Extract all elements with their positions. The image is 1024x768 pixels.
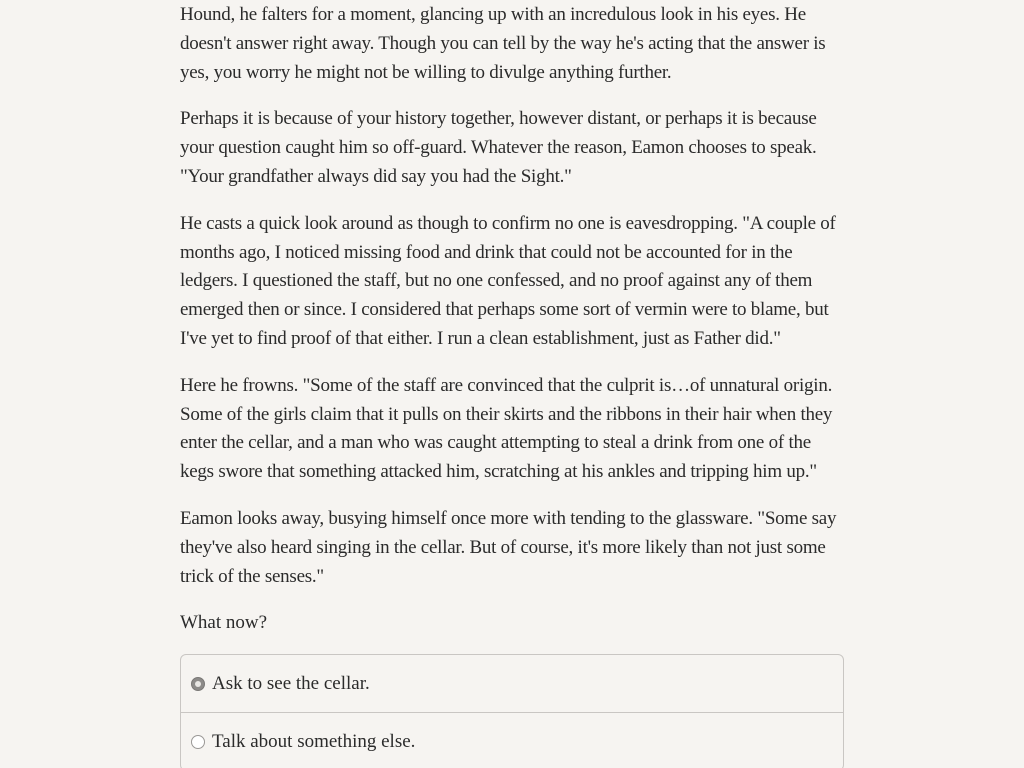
story-paragraph-5: Eamon looks away, busying himself once more with tending to the glassware. "Some say they've also heard singing in the cellar. But of course, it's more likely than not just some trick of the senses." [180, 507, 837, 587]
story-content [180, 1, 844, 768]
story-paragraph-1: Hound, he falters for a moment, glancing up with an incredulous look in his eyes. He doesn't answer right away. Though you can tell by the way he's acting that the answer is yes, you worry he might not be willing to divulge anything further. [180, 4, 826, 83]
radio-unselected-icon[interactable] [191, 735, 205, 749]
story-paragraph-4: Here he frowns. "Some of the staff are convinced that the culprit is…of unnatural origin. Some of the girls claim that it pulls on their skirts and the ribbons in their hair when they enter the cellar, and a man who was caught attempting to steal a drink from one of the kegs swore that something attacked him, scratching at his ankles and tripping him up." [180, 374, 833, 483]
choice-ask-to-see-cellar[interactable] [181, 655, 843, 712]
story-paragraph-2: Perhaps it is because of your history together, however distant, or perhaps it is because your question caught him so off-guard. Whatever the reason, Eamon chooses to speak. "Your grandfather always did say you had the Sight." [180, 108, 817, 187]
story-paragraph-3: He casts a quick look around as though to confirm no one is eavesdropping. "A couple of months ago, I noticed missing food and drink that could not be accounted for in the ledgers. I questioned the staff, but no one confessed, and no proof against any of them emerged then or since. I considered that perhaps some sort of vermin were to blame, but I've yet to find proof of that either. I run a clean establishment, just as Father did." [180, 212, 836, 349]
choice-prompt: What now? [180, 612, 268, 634]
radio-selected-icon[interactable] [191, 677, 205, 691]
choice-list [180, 654, 844, 768]
choice-label: Ask to see the cellar. [212, 672, 370, 694]
choice-talk-about-something-else[interactable] [181, 712, 843, 768]
choice-label: Talk about something else. [212, 730, 416, 752]
